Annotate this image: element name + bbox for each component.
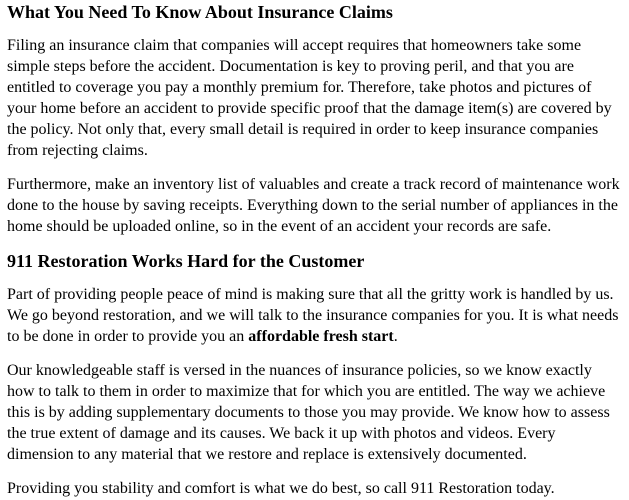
paragraph-knowledgeable-staff [7, 360, 622, 465]
text-run: Part of providing people peace of mind is making sure that all the gritty work is handled by us. We go beyond restoration, and we will talk to the insurance companies for you. It is what needs to be done in order to provide you an [7, 286, 619, 345]
paragraph-peace-of-mind [7, 284, 622, 347]
paragraph-filing-claim [7, 35, 622, 161]
text-run: Providing you stability and comfort is what we do best, so call 911 Restoration today. [7, 480, 555, 497]
text-run: . [393, 328, 398, 345]
text-run: Filing an insurance claim that companies will accept requires that homeowners take some simple steps before the accident. Documentation is key to proving peril, and that you are entitled to coverage you pay a monthly premium for. Therefore, take photos and pictures of your home before an accident to provide specific proof that the damage item(s) are covered by the policy. Not only that, every small detail is required in order to keep insurance companies from rejecting claims. [7, 37, 612, 159]
paragraph-call-today [7, 478, 622, 499]
section-heading-insurance-claims: What You Need To Know About Insurance Claims [7, 2, 393, 22]
text-run: Furthermore, make an inventory list of valuables and create a track record of maintenance work done to the house by saving receipts. Everything down to the serial number of appliances in the home should be uploaded online, so in the event of an accident your records are safe. [7, 176, 620, 235]
text-run: Our knowledgeable staff is versed in the nuances of insurance policies, so we know exactly how to talk to them in order to maximize that for which you are entitled. The way we achieve this is by adding supplementary documents to those you may provide. We know how to assess the true extent of damage and its causes. We back it up with photos and videos. Every dimension to any material that we restore and replace is extensively documented. [7, 362, 610, 463]
paragraph-inventory-list [7, 174, 622, 237]
section-heading-911-restoration: 911 Restoration Works Hard for the Customer [7, 251, 365, 271]
bold-text-run: affordable fresh start [248, 328, 394, 345]
